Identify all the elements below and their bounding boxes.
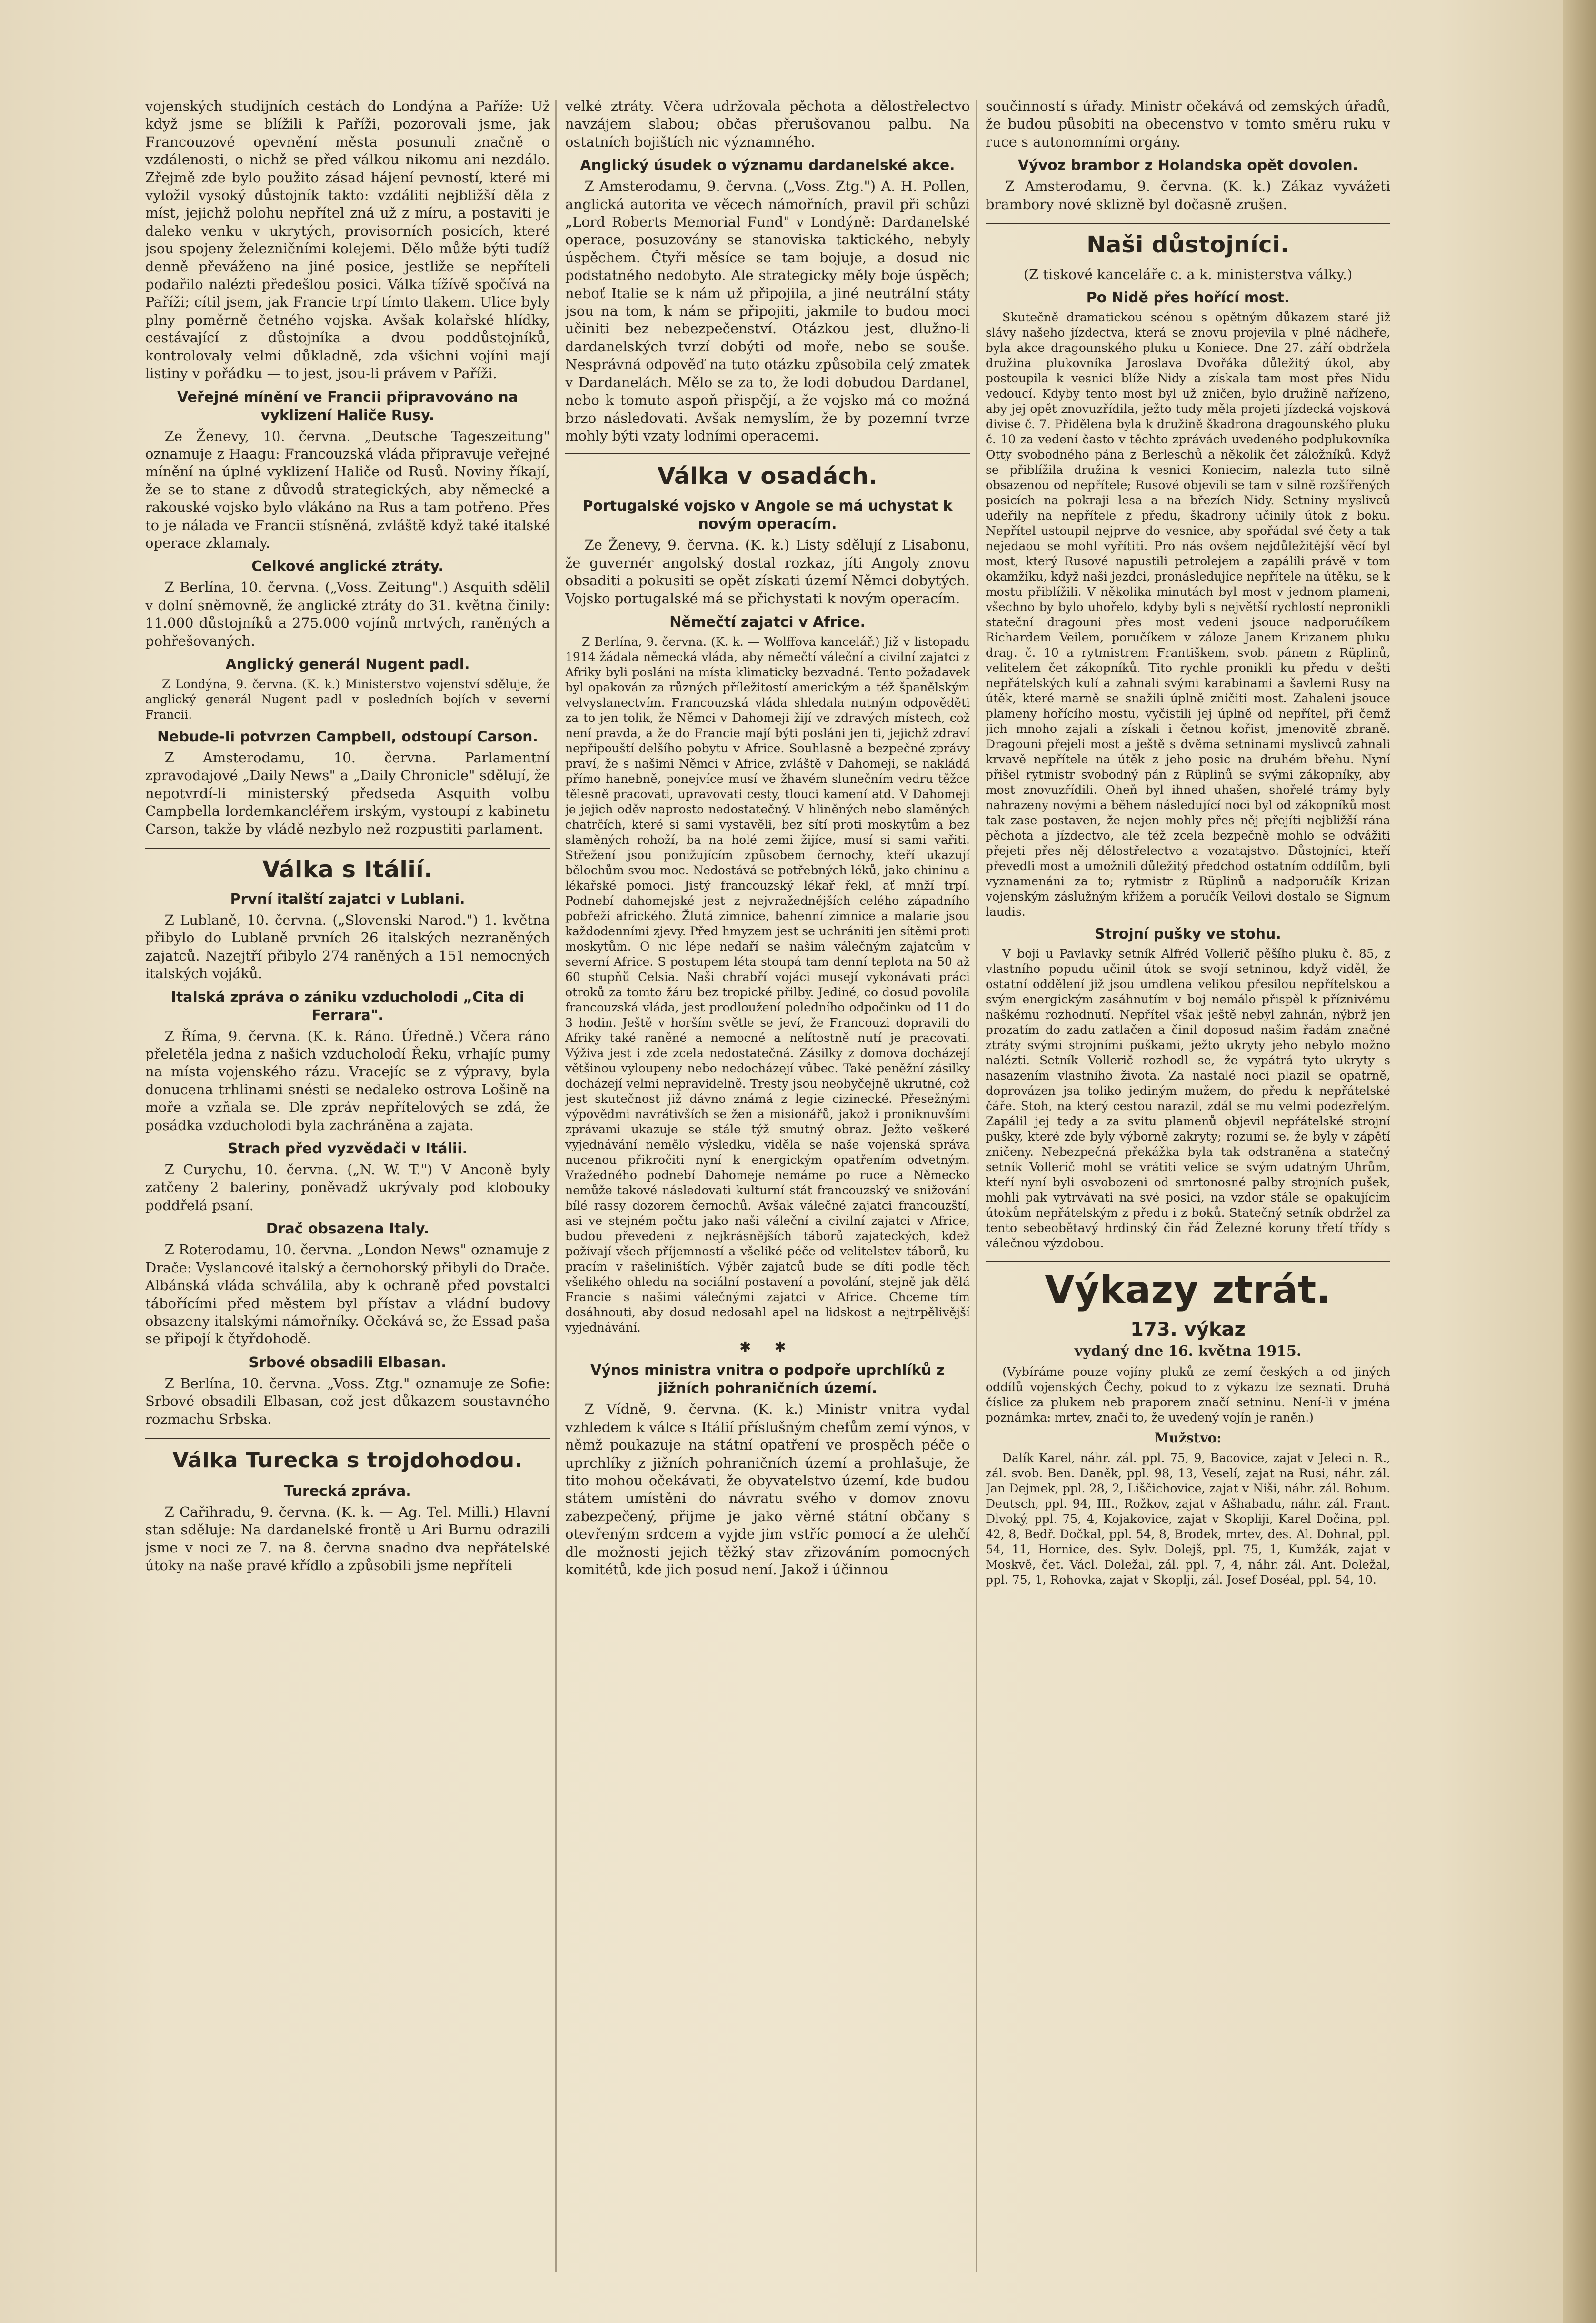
separator-stars: ✱ ✱ [739,1338,796,1355]
article-heading: Výnos ministra vnitra o podpoře uprchlíků z jižních pohraničních území. [590,1362,945,1397]
article-heading: Nebude-li potvrzen Campbell, odstoupí Carson. [157,728,538,745]
article-heading: Drač obsazena Italy. [266,1221,429,1238]
article-heading: Strach před vyzvědači v Itálii. [228,1141,468,1158]
column-2 [565,98,970,2288]
article-text: Ze Ženevy, 10. června. „Deutsche Tageszeitung" oznamuje z Haagu: Francouzská vláda připravuje veřejné mínění na úplné vyklizení Haliče od Rusů. Noviny říkají, že se to stane z důvodů strategických, aby německé a rakouské vojsko bylo vlákáno na Rus a tam potřeno. Přes to je nálada ve Francii stísněná, zvláště když také italské operace zklamaly. [145,428,550,551]
article-text: Z Amsterodamu, 9. června. (K. k.) Zákaz vyvážeti brambory nové sklizně byl dočasně zrušen. [986,178,1390,212]
article-heading: Turecká zpráva. [284,1482,411,1500]
article-heading: Veřejné mínění ve Francii připravováno na vyklizení Haliče Rusy. [177,389,518,424]
article-heading: Anglický úsudek o významu dardanelské akce. [580,157,955,174]
column-rule [976,100,977,2272]
article-text: Z Lublaně, 10. června. („Slovenski Narod.") 1. května přibylo do Lublaně prvních 26 italských nezraněných zajatců. Nazejtří přibylo 274 raněných a 151 nemocných italských vojáků. [145,912,550,982]
article-text: součinností s úřady. Ministr očekává od zemských úřadů, že budou působiti na obecenstvo v tomto směru ruku v ruce s autonomními orgány. [986,98,1390,150]
section-title: Válka s Itálií. [145,847,550,884]
page-edge-shadow [1563,0,1596,2323]
article-text: velké ztráty. Včera udržovala pěchota a dělostřelectvo navzájem slabou; občas přerušovanou palbu. Na ostatních bojištích nic významného. [565,98,970,150]
article-text: Z Curychu, 10. června. („N. W. T.") V Anconě byly zatčeny 2 baleriny, poněvadž ukrývaly pod klobouky poddřelá psaní. [145,1162,550,1213]
section-title: Válka Turecka s trojdohodou. [145,1437,550,1476]
article-text: Z Říma, 9. června. (K. k. Ráno. Úředně.) Včera ráno přeletěla jedna z našich vzducholodí Řeku, vrhajíc pumy na místa vojenského rázu. Vracejíc se z výpravy, byla donucena trhlinami snésti se nedaleko ostrova Lošině na moře a vzňala se. Dle zpráv nepřítelových se zdá, že posádka vzducholodi byla zachráněna a zajata. [145,1028,550,1133]
article-heading: Celkové anglické ztráty. [251,558,444,575]
article-text: Z Londýna, 9. června. (K. k.) Ministerstvo vojenství sděluje, že anglický generál Nugent padl v posledních bojích v severní Francii. [145,677,550,721]
column-1 [145,98,550,2288]
column-rule [555,100,557,2272]
article-text: Z Roterodamu, 10. června. „London News" oznamuje z Drače: Vyslancové italský a černohorský přibyli do Drače. Albánská vláda schválila, aby k ochraně před povstalci tábořícími před městem byl přístav a vládní budovy obsazeny italskými námořníky. Očekává se, že Essad paša se připojí k čtyřdohodě. [145,1242,550,1347]
section-title: Naši důstojníci. [986,222,1390,259]
article-heading: Po Nidě přes hořící most. [1086,290,1290,307]
source-note: (Z tiskové kanceláře c. a k. ministerstva války.) [1023,266,1353,283]
article-heading: Portugalské vojsko v Angole se má uchystat k novým operacím. [582,498,953,533]
article-heading: Strojní pušky ve stohu. [1095,926,1281,943]
article-heading: První italští zajatci v Lublani. [230,891,465,908]
article-text: vojenských studijních cestách do Londýna a Paříže: Už když jsme se blížili k Paříži, pozorovali jsme, jak Francouzové opevnění města posunuli značně o vzdálenosti, o nichž se před válkou nikomu ani nezdálo. Zřejmě zde bylo použito zásad hájení pevností, které mi vyložil vysoký důstojník takto: vzdáliti nejbližší děla z míst, jejichž polohu nepřítel zná už z míru, a postaviti je daleko venku v ukrytých, provisorních posicích, které jsou spojeny železničními kolejemi. Dělo může býti tudíž denně převáženo na jiné posice, jestliže se nepříteli podařilo nalézti předešlou posici. Válka tížívě spočívá na Paříži; cítil jsem, jak Francie trpí tímto tlakem. Ulice byly plny poměrně četného vojska. Avšak kolařské hlídky, cestávající z důstojníka a dvou poddůstojníků, kontrolovaly velmi důkladně, zda všichni vojíni mají listiny v pořádku — to jest, jsou-li právem v Paříži. [145,98,550,382]
article-text: Z Amsterodamu, 9. června. („Voss. Ztg.") A. H. Pollen, anglická autorita ve věcech námořních, pravil při schůzi „Lord Roberts Memorial Fund" v Londýně: Dardanelské operace, posuzovány se stanoviska taktického, nebyly úspěchem. Čtyři měsíce se tam bojuje, a dosud nic podstatného nedobyto. Ale strategicky měly boje úspěch; neboť Italie se k nám už připojila, a jiné neutrální státy jsou na tom, k nám se připojiti, jakmile to budou moci učiniti bez nebezpečenství. Otázkou jest, dlužno-li dardanelských tvrzí dobýti od moře, nebo se souše. Nesprávná odpověď na tuto otázku způsobila celý zmatek v Dardanelách. Mělo se za to, že lodi dobudou Dardanel, nebo k tomuto aspoň přispějí, a že vojsko má co možná brzo následovati. Avšak nemyslím, že by pozemní tvrze mohly býti vzaty lodními operacemi. [565,178,970,444]
article-heading: Anglický generál Nugent padl. [225,656,470,673]
article-heading: Němečtí zajatci v Africe. [669,613,866,631]
list-heading: Mužstvo: [1154,1430,1222,1446]
section-title: Válka v osadách. [565,453,970,491]
article-heading: Srbové obsadili Elbasan. [249,1354,447,1371]
article-heading: Vývoz brambor z Holandska opět dovolen. [1017,157,1358,174]
article-text: Z Berlína, 10. června. („Voss. Zeitung".) Asquith sdělil v dolní sněmovně, že anglické ztráty do 31. května činily: 11.000 důstojníků a 275.000 vojínů mrtvých, raněných a pohřešovaných. [145,579,550,649]
article-text: Z Cařihradu, 9. června. (K. k. — Ag. Tel. Milli.) Hlavní stan sděluje: Na dardanelské frontě u Ari Burnu odrazili jsme v noci ze 7. na 8. června snadno dva nepřátelské útoky na naše pravé křídlo a způsobili jsme nepříteli [145,1503,550,1574]
report-note: (Vybíráme pouze vojíny pluků ze zemí českých a od jiných oddílů vojenských Čechy, pokud to z výkazu lze seznati. Druhá číslice za plukem neb praporem značí setninu. Není-li v jména poznámka: mrtev, značí to, že uvedený vojín je raněn.) [986,1364,1390,1424]
article-text: V boji u Pavlavky setník Alfréd Vollerič pěšího pluku č. 85, z vlastního popudu učinil útok se svojí setninou, když viděl, že ostatní oddělení již jsou umdlena velikou přesilou nepřítelskou a svým energickým zasáhnutím v boj nemálo přispěl k příznivému naškému rozhodnutí. Nepřítel však ještě nebyl zahnán, nýbrž jen prozatím do zadu zatlačen a činil doposud našim řadám značné ztráty svými strojními puškami, ježto ukryty jeho nebylo možno nalézti. Setník Vollerič rozhodl se, že vypátrá tyto ukryty s nasazením vlastního života. Za nastalé noci plazil se opatrně, doprovázen jsa toliko jediným mužem, do předu k nepřátelské čáře. Stoh, na který cestou narazil, zdál se mu velmi podezřelým. Zapálil jej tedy a za svitu plamenů objevil nepřátelské strojní pušky, které zde byly výborně zakryty; rozumí se, že byly v zápětí zničeny. Nebezpečná překážka byla tak odstraněna a statečný setník Vollerič mohl se vrátiti velice se svým udatným Uhrům, kteří nyní byli osvobozeni od smrtonosné palby strojních pušek, mohli pak vytrvávati na své posici, na vzdor stále se opakujícím útokům nepřátelským z předu i z boků. Statečný setník obdržel za tento sebeobětavý hrdinský čin řád Železné koruny třetí třídy s válečnou výzdobou. [986,947,1390,1251]
article-text: Skutečně dramatickou scénou s opětným důkazem staré již slávy našeho jízdectva, která se znovu projevila v plné nádheře, byla akce dragounského pluku u Koniece. Dne 27. září obdržela družina plukovníka Jaroslava Dvořáka důležitý úkol, aby postoupila k vesnici blíže Nidy a získala tam most přes Nidu vedoucí. Kdyby tento most byl už zničen, bylo družině nařízeno, aby jej opět znovuzřídila, ježto tudy měla projeti jízdecká vojsková divise č. 7. Přidělena byla k družině škadrona dragounského pluku č. 10 za vedení často v těchto zprávách uvedeného podplukovníka Otty svobodného pána z Berleschů a několik čet záložníků. Když se přiblížila družina k vesnici Koniecim, nalezla tuto silně obsazenou od nepřítele; Rusové objevili se tam v silně rozšířených posicích na pokraji lesa a na březích Nidy. Setniny myslivců udeřily na nepřítele z předu, škadrony učinily útok z boku. Nepřítel ustoupil nejprve do vesnice, aby spořádal své čety a tak nejedaou se mohl vyřítiti. Pro nás ovšem nejdůležitější věcí byl most, který Rusové napustili petrolejem a zapálili právě v tom okamžiku, když naši jezdci, pronásledujíce nepřítele na útěku, se k mostu přiblížili. V několika minutách byl most v jednom plameni, všechno by bylo uhořelo, kdyby byli s největší rychlostí nepronikli stateční dragouni přes most vedeni jsouce nadporučíkem Richardem Veilem, poručíkem v záloze Janem Krizanem pluku drag. č. 10 a rytmistrem Františkem, svob. pánem z Rüplinů, velitelem čet zákopníků. Tito rychle pronikli ku předu v dešti nepřátelských kulí a zahnali svými karabinami a šavlemi Rusy na útěk, které marně se snažili úplně zničiti most. Zahaleni jsouce plameny hořícího mostu, vyčistili jej úplně od nepřítel, při čemž jich mnoho zajali a získali i četnou kořist, jmenovitě zbraně. Dragouni přejeli most a ještě s dvěma setninami myslivců zahnali krvavě nepřítele na útěk z jeho posic na druhém břehu. Nyní přišel rytmistr svobodný pán z Rüplinů se svými zákopníky, aby most znovuzřídili. Oheň byl ihned uhašen, shořelé trámy byly nahrazeny novými a během následující noci byl od zákopníků most tak zase postaven, že nejen mohly přes něj přejíti nejbližší rána pěchota a jízdectvo, ale též zcela bezpečně mohlo se odvážiti přejeti přes něj dělostřelectvo a vozatajstvo. Důstojníci, kteří převedli most a umožnili důležitý předchod ostatním oddílům, byli vyznamenáni za to; rytmistr z Rüplinů a nadporučík Krizan vojenským záslužným křížem a poručík Veilovi dostalo se Signum laudis. [986,310,1390,919]
report-number: 173. výkaz [1130,1319,1246,1341]
article-text: Z Vídně, 9. června. (K. k.) Ministr vnitra vydal vzhledem k válce s Itálií příslušným chefům zemí výnos, v němž poukazuje na státní opatření ve prospěch péče o uprchlíky z jižních pohraničních území a prohlašuje, že tito mohou očekávati, že obyvatelstvo území, kde budou státem umístěni do návratu svého v domov znovu zabezpečený, přijme je jako věrné státní občany s otevřeným srdcem a vyjde jim vstříc pomocí a že ulehčí dle možnosti jejich těžký stav zřizováním pomocných komitétů, kde jich posud není. Jakož i účinnou [565,1401,970,1578]
article-text: Z Amsterodamu, 10. června. Parlamentní zpravodajové „Daily News" a „Daily Chronicle" sdělují, že nepotvrdí-li ministerský předseda Asquith volbu Campbella lordemkancléřem irským, vystoupí z kabinetu Carson, takže by vládě nezbylo než rozpustiti parlament. [145,749,550,837]
article-text: Z Berlína, 10. června. „Voss. Ztg." oznamuje ze Sofie: Srbové obsadili Elbasan, což jest důkazem soustavného rozmachu Srbska. [145,1375,550,1427]
report-date: vydaný dne 16. května 1915. [1074,1343,1302,1360]
column-3 [986,98,1390,2288]
article-text: Z Berlína, 9. června. (K. k. — Wolffova kancelář.) Již v listopadu 1914 žádala německá vláda, aby němečtí váleční a civilní zajatci z Afriky byli posláni na místa klimaticky bezvadná. Tento požadavek byl opakován za různých příležitostí americkým a též španělským velvyslanectvím. Francouzská vláda shledala nutným odpověděti za to jen tolik, že Němci v Dahomeji žijí ve zdravých místech, což není pravda, a že do Francie mají býti posláni jen ti, jejichž zdraví nepřipouští delšího pobytu v Africe. Souhlasně a bezpečné zprávy praví, že s našimi Němci v Africe, zvláště v Dahomeji, se nakládá přímo hanebně, ponejvíce musí ve žhavém slunečním vedru těžce tělesně pracovati, upravovati cesty, tlouci kamení atd. V Dahomeji je jejich oděv naprosto nedostatečný. V hliněných nebo slaměných chatrčích, které si sami vystavěli, bez sítí proti moskytům a bez slaměných rohoží, ba na holé zemi žijíce, musí si sami vařiti. Střežení jsou ponižujícím způsobem černochy, kteří ukazují bělochům svou moc. Nedostává se potřebných léků, jako chininu a lékařské pomoci. Jistý francouzský lékař řekl, ať mnží trpí. Podnebí dahomejské jest z nejvražednějších celého západního pobřeží afrického. Žlutá zimnice, bahenní zimnice a malarie jsou každodenními zjevy. Před hmyzem jest se uchrániti jen sítěmi proti moskytům. O nic lépe nedaří se našim válečným zajatcům v severní Africe. S postupem léta stoupá tam denní teplota na 50 až 60 stupňů Celsia. Naši chrabří vojáci musejí vykonávati práci otroků za tomto žáru bez tropické přilby. Jediné, co dosud povolila francouzská vláda, jest prodloužení poledního odpočinku od 11 do 3 hodin. Ještě v horším světle se jeví, že Francouzi dopravili do Afriky také raněné a nemocné a nelítostně nutí je pracovati. Výživa jest i zde zcela nedostatečná. Zásilky z domova docházejí většinou vyloupeny nebo nedocházejí vůbec. Také peněžní zásilky docházejí velmi nepravidelně. Tresty jsou neobyčejně ukrutné, což jest skutečnost již dávno známá z legie cizinecké. Přesežnými výpovědmi navrátivších se žen a misionářů, jakož i proniknuvšími zprávami ukazuje se stále týž smutný obraz. Ježto veškeré vyjednávání nemělo výsledku, viděla se naše vojenská správa nucenou přikročiti nyní k energickým opatřením odvetným. Vražedného podnebí Dahomeje nemáme po ruce a Německo nemůže takové následovati kulturní stát francouzský ve snižování bílé rassy dozorem černochů. Avšak válečné zajatci francouzští, asi ve stejném počtu jako naši váleční a civilní zajatci v Africe, budou převedeni z nejkrásnějších táborů zajateckých, kdež požívají všech příjemností a všeliké péče od velitelstev táborů, ku pracím v rašeliništích. Výběr zajatců bude se díti podle těch všelikého ohledu na sociální postavení a povolání, stejně jak dělá Francie s našimi válečnými zajatci v Africe. Chceme tím dosáhnouti, aby dosud nedosahl apel na lidskost a nejtrpělivější vyjednávání. [565,634,970,1334]
casualty-list: Dalík Karel, náhr. zál. ppl. 75, 9, Bacovice, zajat v Jeleci n. R., zál. svob. Ben. Daněk, ppl. 98, 13, Veselí, zajat na Rusi, náhr. zál. Jan Dejmek, ppl. 28, 2, Liščichovice, zajat v Niši, náhr. zál. Bohum. Deutsch, ppl. 94, III., Rožkov, zajat v Ašhabadu, náhr. zál. Frant. Dlvoký, ppl. 75, 4, Kojakovice, zajat v Skopliji, Karel Dočina, ppl. 42, 8, Bedř. Dočkal, ppl. 54, 8, Brodek, mrtev, des. Al. Dohnal, ppl. 54, 11, Hornice, des. Sylv. Dolejš, ppl. 75, 1, Kumžák, zajat v Moskvě, čet. Václ. Doležal, zál. ppl. 7, 4, náhr. zál. Ant. Doležal, ppl. 75, 1, Rohovka, zajat v Skoplji, zál. Josef Doséal, ppl. 54, 10. [986,1451,1390,1587]
section-title: Výkazy ztrát. [986,1260,1390,1312]
article-heading: Italská zpráva o zániku vzducholodi „Cita di Ferrara". [170,989,525,1024]
article-text: Ze Ženevy, 9. června. (K. k.) Listy sdělují z Lisabonu, že guvernér angolský dostal rozkaz, jíti Angoly znovu obsaditi a pokusiti se opět získati území Němci dobytých. Vojsko portugalské má se přichystati k novým operacím. [565,537,970,607]
